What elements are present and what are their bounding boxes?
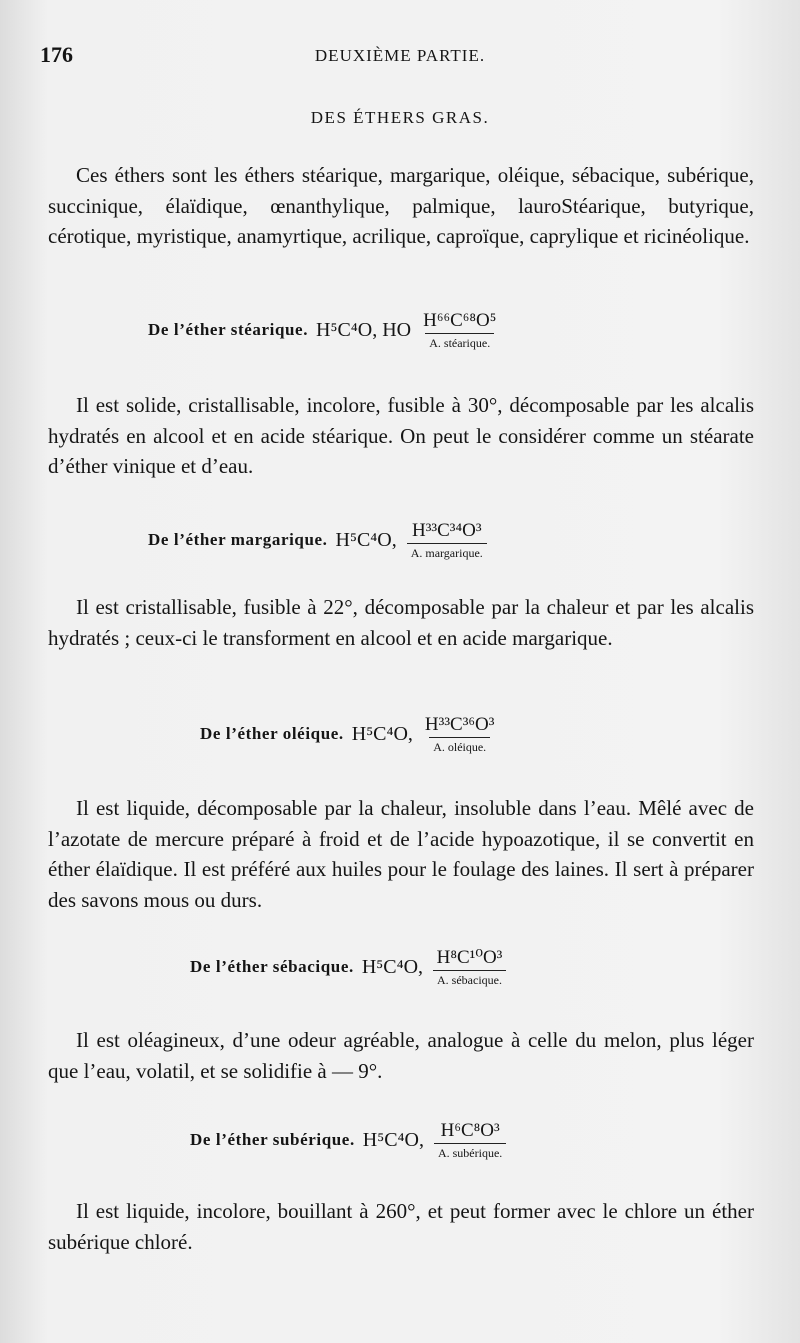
compound-heading [200,712,496,756]
acid-name: A. stéarique. [425,333,494,351]
acid-name: A. oléique. [429,737,490,755]
ether-formula: H⁵C⁴O, [335,528,397,551]
acid-formula [423,714,497,755]
compound-description: Il est liquide, incolore, bouillant à 260°, et peut former avec le chlore un éther subérique chloré. [48,1199,754,1254]
compound-description: Il est liquide, décomposable par la chaleur, insoluble dans l’eau. Mêlé avec de l’azotate de mercure préparé à froid et de l’acide hypoazotique, il se convertit en éther élaïdique. Il est préféré aux huiles pour le foulage des laines. Il sert à préparer des savons mous ou durs. [48,796,754,912]
compound-name: De l’éther sébacique. [190,957,354,976]
acid-formula [421,310,498,351]
compound-description: Il est oléagineux, d’une odeur agréable, analogue à celle du melon, plus léger que l’eau, volatil, et se solidifie à — 9°. [48,1028,754,1083]
acid-name: A. subérique. [434,1143,506,1161]
acid-formula-numerator: H³³C³⁴O³ [411,519,482,541]
acid-formula-numerator: H⁸C¹⁰O³ [436,947,503,968]
acid-name: A. margarique. [407,543,487,561]
ether-formula: H⁵C⁴O, [351,722,413,745]
acid-formula-numerator: H⁶C⁸O³ [440,1119,500,1141]
page-number: 176 [40,42,73,67]
running-title: DEUXIÈME PARTIE. [314,46,486,65]
compound-heading [148,308,498,352]
compound-name: De l’éther margarique. [148,530,328,549]
page-header [40,40,760,70]
compound-description: Il est cristallisable, fusible à 22°, décomposable par la chaleur et par les alcalis hydratés ; ceux-ci le transforment en alcool et en acide margarique. [48,595,754,650]
intro-paragraph: Ces éthers sont les éthers stéarique, margarique, oléique, sébacique, subérique, succinique, élaïdique, œnanthylique, palmique, lauroStéarique, butyrique, cérotique, myristique, anamyrtique, acrilique, caproïque, caprylique et ricinéolique. [48,163,754,248]
acid-formula [434,1120,506,1161]
ether-formula: H⁵C⁴O, [361,955,424,978]
compound-heading [148,518,487,562]
compound-heading [190,1118,506,1162]
ether-formula: H⁵C⁴O, [362,1128,424,1151]
acid-name: A. sébacique. [433,970,506,988]
section-title: DES ÉTHERS GRAS. [310,108,490,127]
compound-name: De l’éther subérique. [190,1130,355,1149]
compound-name: De l’éther oléique. [200,724,344,743]
acid-formula [407,520,487,561]
acid-formula [433,946,506,988]
compound-heading [190,945,506,989]
compound-name: De l’éther stéarique. [148,320,309,339]
ether-formula: H⁵C⁴O, HO [316,318,412,341]
acid-formula-numerator: H⁶⁶C⁶⁸O⁵ [423,309,497,331]
acid-formula-numerator: H³³C³⁶O³ [424,713,495,735]
compound-description: Il est solide, cristallisable, incolore, fusible à 30°, décomposable par les alcalis hydratés en alcool et en acide stéarique. On peut le considérer comme un stéarate d’éther vinique et d’eau. [48,393,754,478]
